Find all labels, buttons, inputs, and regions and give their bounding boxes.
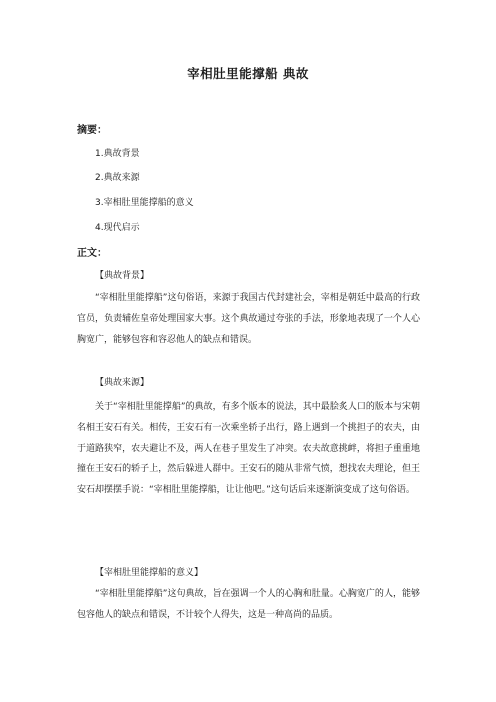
document-title: 宰相肚里能撑船 典故 xyxy=(187,66,309,81)
abstract-label: 摘要： xyxy=(77,125,107,136)
toc-item-2: 2.典故来源 xyxy=(95,173,140,183)
section-text-origin: 关于“宰相肚里能撑船”的典故，有多个版本的说法，其中最脍炙人口的版本与宋朝名相王安石有关。相传，王安石有一次乘坐轿子出行，路上遇到一个挑担子的农夫，由于道路狭窄，农夫避让不及，两人在巷子里发生了冲突。农夫故意挑衅，将担子重重地撞在王安石的轿子上，然后躲进人群中。王安石的随从非常气愤，想找农夫理论，但王安石却摆摆手说：“宰相肚里能撑船，让让他吧。”这句话后来逐渐演变成了这句俗语。 xyxy=(77,402,420,496)
body-label: 正文： xyxy=(77,248,107,259)
section-heading-origin: 【典故来源】 xyxy=(95,378,150,388)
toc-item-3: 3.宰相肚里能撑船的意义 xyxy=(95,198,194,208)
section-heading-background: 【典故背景】 xyxy=(95,271,150,281)
toc-item-4: 4.现代启示 xyxy=(95,223,140,233)
section-text-background: “宰相肚里能撑船”这句俗语，来源于我国古代封建社会，宰相是朝廷中最高的行政官员，负责辅佐皇帝处理国家大事。这个典故通过夸张的手法，形象地表现了一个人心胸宽广，能够包容和容忍他人的缺点和错误。 xyxy=(77,293,420,345)
section-text-meaning: “宰相肚里能撑船”这句典故，旨在强调一个人的心胸和肚量。心胸宽广的人，能够包容他人的缺点和错误，不计较个人得失，这是一种高尚的品质。 xyxy=(77,589,420,620)
section-heading-meaning: 【宰相肚里能撑船的意义】 xyxy=(95,568,204,578)
toc-item-1: 1.典故背景 xyxy=(95,149,140,159)
